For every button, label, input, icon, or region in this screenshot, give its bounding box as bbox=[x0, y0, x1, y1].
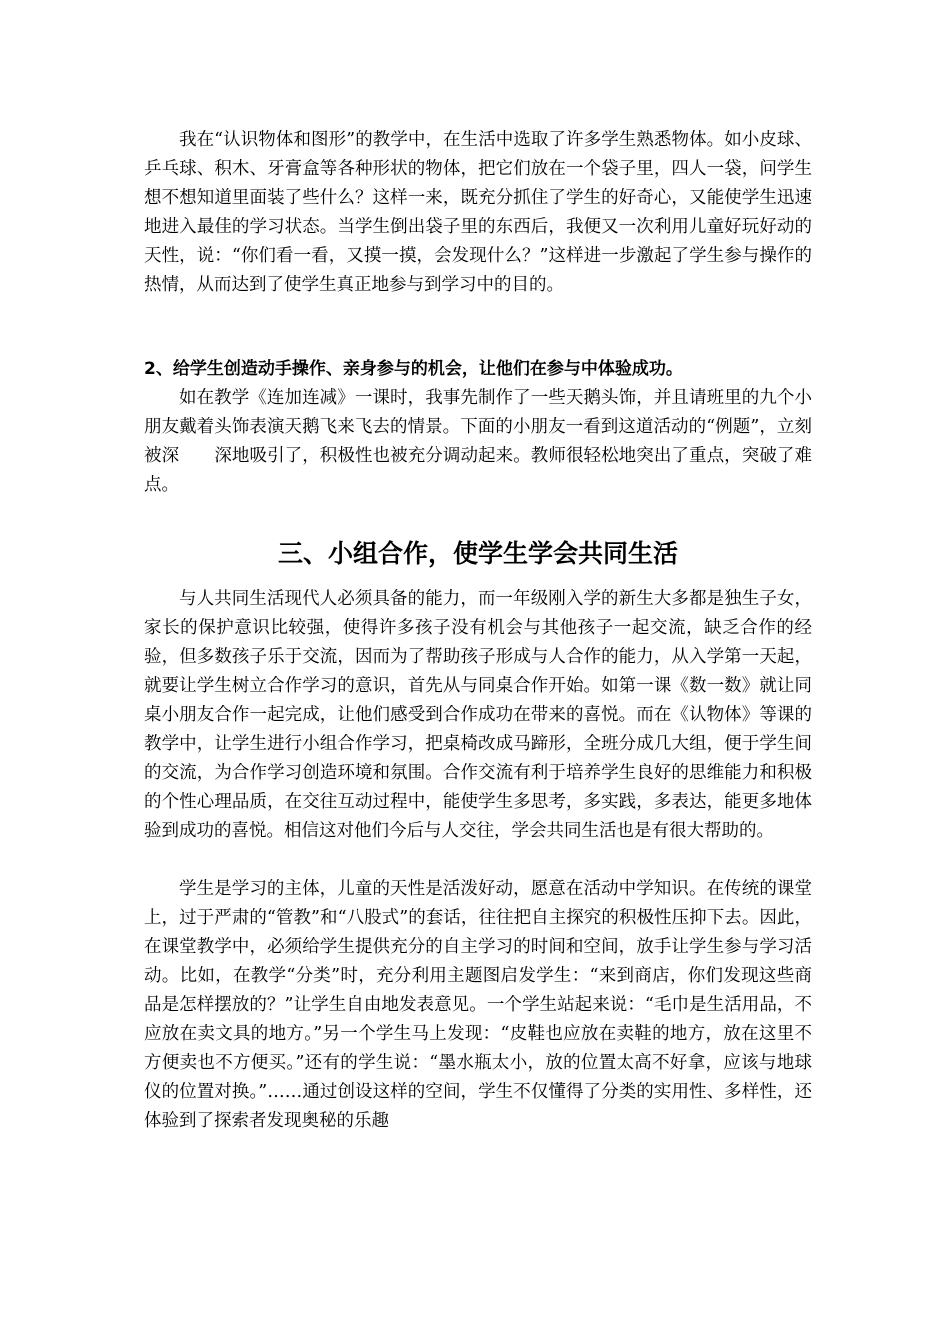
section-heading-group-cooperation: 三、小组合作，使学生学会共同生活 bbox=[277, 539, 678, 568]
body-paragraph-classification: 学生是学习的主体，儿童的天性是活泼好动，愿意在活动中学知识。在传统的课堂上，过于严肃的“管教”和“八股式”的套话，往往把自主探究的积极性压抑下去。因此，在课堂教学中，必须给学生提供充分的自主学习的时间和空间，放手让学生参与学习活动。比如，在教学“分类”时，充分利用主题图启发学生：“来到商店，你们发现这些商品是怎样摆放的？”让学生自由地发表意见。一个学生站起来说：“毛巾是生活用品，不应放在卖文具的地方。”另一个学生马上发现：“皮鞋也应放在卖鞋的地方，放在这里不方便卖也不方便买。”还有的学生说：“墨水瓶太小，放的位置太高不好拿，应该与地球仪的位置对换。”……通过创设这样的空间，学生不仅懂得了分类的实用性、多样性，还体验到了探索者发现奥秘的乐趣 bbox=[144, 879, 812, 1131]
body-paragraph-objects: 我在“认识物体和图形”的教学中，在生活中选取了许多学生熟悉物体。如小皮球、乒乓球、积木、牙膏盒等各种形状的物体，把它们放在一个袋子里，四人一袋，问学生想不想知道里面装了些什么？这样一来，既充分抓住了学生的好奇心，又能使学生迅速地进入最佳的学习状态。当学生倒出袋子里的东西后，我便又一次利用儿童好玩好动的天性，说：“你们看一看，又摸一摸，会发现什么？”这样进一步激起了学生参与操作的热情，从而达到了使学生真正地参与到学习中的目的。 bbox=[144, 130, 812, 295]
body-paragraph-swan-example: 如在教学《连加连减》一课时，我事先制作了一些天鹅头饰，并且请班里的九个小朋友戴着头饰表演天鹅飞来飞去的情景。下面的小朋友一看到这道活动的“例题”，立刻被深 深地吸引了，积极性也被充分调动起来。教师很轻松地突出了重点，突破了难点。 bbox=[144, 388, 812, 495]
body-paragraph-cooperation: 与人共同生活现代人必须具备的能力，而一年级刚入学的新生大多都是独生子女，家长的保护意识比较强，使得许多孩子没有机会与其他孩子一起交流，缺乏合作的经验，但多数孩子乐于交流，因而为了帮助孩子形成与人合作的能力，从入学第一天起，就要让学生树立合作学习的意识，首先从与同桌合作开始。如第一课《数一数》就让同桌小朋友合作一起完成，让他们感受到合作成功在带来的喜悦。而在《认物体》等课的教学中，让学生进行小组合作学习，把桌椅改成马蹄形，全班分成几大组，便于学生间的交流，为合作学习创造环境和氛围。合作交流有利于培养学生良好的思维能力和积极的个性心理品质，在交往互动过程中，能使学生多思考，多实践，多表达，能更多地体验到成功的喜悦。相信这对他们今后与人交往，学会共同生活也是有很大帮助的。 bbox=[144, 589, 812, 841]
subheading-hands-on: 2、给学生创造动手操作、亲身参与的机会，让他们在参与中体验成功。 bbox=[144, 359, 683, 379]
